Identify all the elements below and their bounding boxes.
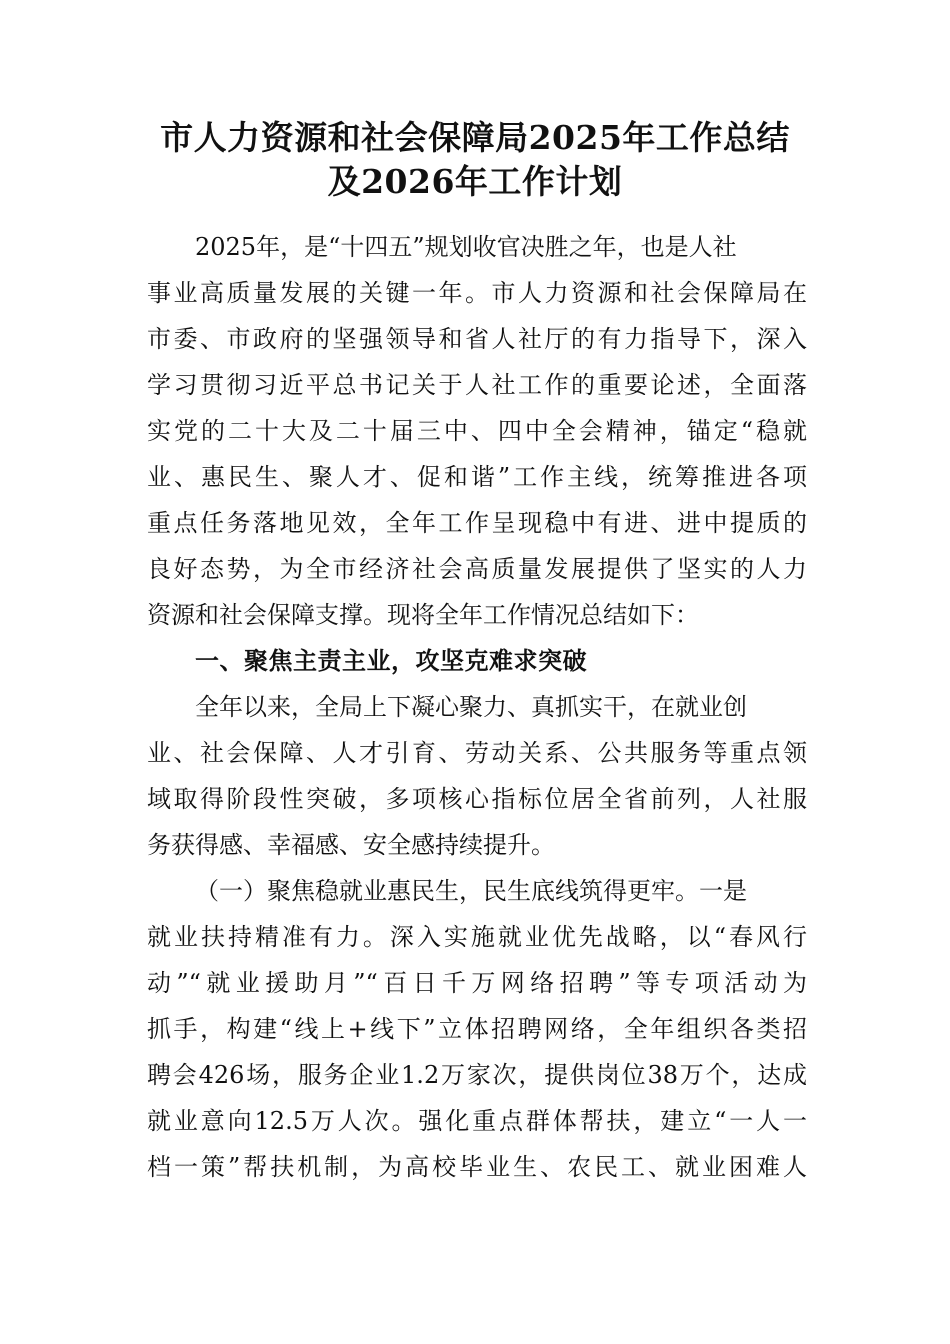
paragraph-3-line-7: 档一策”帮扶机制，为高校毕业生、农民工、就业困难人 [147,1153,807,1181]
paragraph-2-line-4: 务获得感、幸福感、安全感持续提升。 [147,831,555,859]
paragraph-2-line-2: 业、社会保障、人才引育、劳动关系、公共服务等重点领 [147,739,807,767]
document-title-line-2: 及2026年工作计划 [327,162,623,201]
paragraph-1-line-5: 实党的二十大及二十届三中、四中全会精神，锚定“稳就 [147,417,807,445]
paragraph-2-line-1: 全年以来，全局上下凝心聚力、真抓实干，在就业创 [195,693,747,721]
paragraph-2-line-3: 域取得阶段性突破，多项核心指标位居全省前列，人社服 [147,785,807,813]
document-title-line-1: 市人力资源和社会保障局2025年工作总结 [160,118,790,157]
paragraph-1-line-1: 2025年，是“十四五”规划收官决胜之年，也是人社 [195,233,737,261]
paragraph-1-line-7: 重点任务落地见效，全年工作呈现稳中有进、进中提质的 [147,509,807,537]
paragraph-1-line-4: 学习贯彻习近平总书记关于人社工作的重要论述，全面落 [147,371,807,399]
paragraph-1-line-8: 良好态势，为全市经济社会高质量发展提供了坚实的人力 [147,555,807,583]
paragraph-3-line-2: 就业扶持精准有力。深入实施就业优先战略，以“春风行 [147,923,807,951]
section-heading-1: 一、聚焦主责主业，攻坚克难求突破 [195,647,587,675]
paragraph-1-line-3: 市委、市政府的坚强领导和省人社厅的有力指导下，深入 [147,325,807,353]
paragraph-1-line-2: 事业高质量发展的关键一年。市人力资源和社会保障局在 [147,279,807,307]
paragraph-3-line-4: 抓手，构建“线上+线下”立体招聘网络，全年组织各类招 [147,1015,807,1043]
paragraph-1-line-9: 资源和社会保障支撑。现将全年工作情况总结如下： [147,601,699,629]
paragraph-3-line-6: 就业意向12.5万人次。强化重点群体帮扶，建立“一人一 [147,1107,807,1135]
paragraph-3-line-1: （一）聚焦稳就业惠民生，民生底线筑得更牢。一是 [195,877,747,905]
paragraph-3-line-3: 动”“就业援助月”“百日千万网络招聘”等专项活动为 [147,969,807,997]
paragraph-3-line-5: 聘会426场，服务企业1.2万家次，提供岗位38万个，达成 [147,1061,807,1089]
paragraph-1-line-6: 业、惠民生、聚人才、促和谐”工作主线，统筹推进各项 [147,463,807,491]
